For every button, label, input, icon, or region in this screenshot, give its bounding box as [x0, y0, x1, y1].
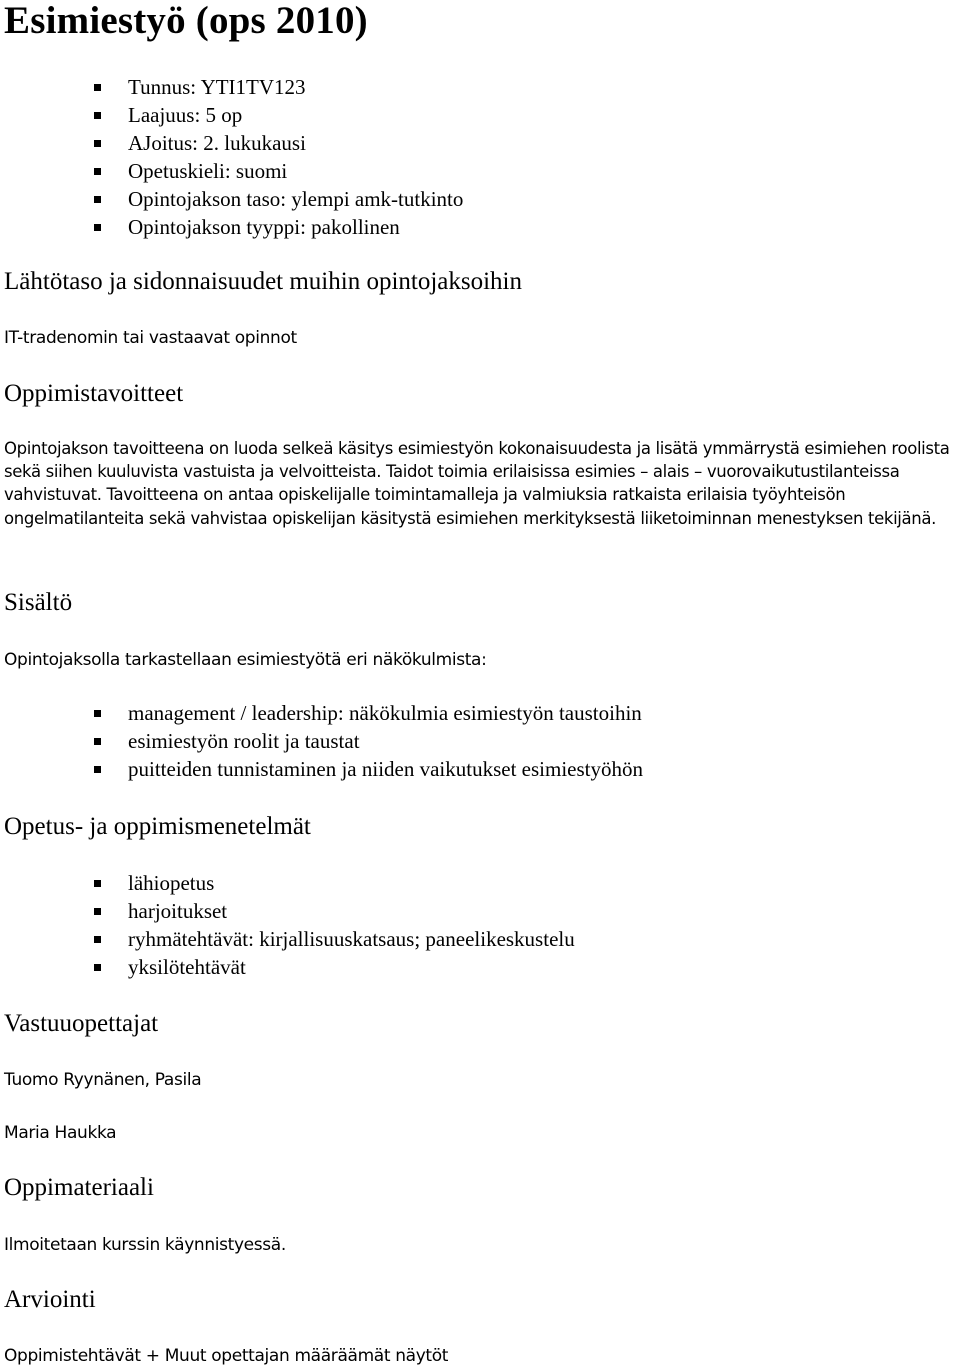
list-item: Opintojakson tyyppi: pakollinen — [92, 213, 463, 241]
list-item: Opintojakson taso: ylempi amk-tutkinto — [92, 185, 463, 213]
materials-heading: Oppimateriaali — [4, 1174, 154, 1201]
assessment-text: Oppimistehtävät + Muut opettajan määräämät näytöt — [4, 1346, 449, 1366]
list-item: harjoitukset — [92, 897, 575, 925]
square-bullet-icon — [94, 84, 101, 91]
objectives-text: Opintojakson tavoitteena on luoda selkeä käsitys esimiestyön kokonaisuudesta ja lisätä ymmärrystä esimiehen roolista sekä siihen kuuluvista vastuista ja velvoitteista. Taidot toimia erilaisissa esimies – alais – vuorovaikutustilanteissa vahvistuvat. Tavoitteena on antaa opiskelijalle toimintamalleja ja valmiuksia ratkaista erilaisia työyhteisön ongelmatilanteita sekä vahvistaa opiskelijan käsitystä esimiehen merkityksestä liiketoiminnan menestyksen tekijänä. — [4, 439, 950, 528]
list-item: esimiestyön roolit ja taustat — [92, 727, 643, 755]
list-item: AJoitus: 2. lukukausi — [92, 129, 463, 157]
methods-heading: Opetus- ja oppimismenetelmät — [4, 813, 311, 840]
square-bullet-icon — [94, 224, 101, 231]
square-bullet-icon — [94, 140, 101, 147]
content-intro: Opintojaksolla tarkastellaan esimiestyötä eri näkökulmista: — [4, 650, 487, 670]
square-bullet-icon — [94, 112, 101, 119]
square-bullet-icon — [94, 710, 101, 717]
list-item: ryhmätehtävät: kirjallisuuskatsaus; paneelikeskustelu — [92, 925, 575, 953]
course-meta-list — [92, 73, 463, 241]
content-heading: Sisältö — [4, 589, 73, 616]
square-bullet-icon — [94, 196, 101, 203]
square-bullet-icon — [94, 738, 101, 745]
materials-text: Ilmoitetaan kurssin käynnistyessä. — [4, 1235, 286, 1255]
list-item: lähiopetus — [92, 869, 575, 897]
objectives-heading: Oppimistavoitteet — [4, 380, 184, 407]
teacher-name: Tuomo Ryynänen, Pasila — [4, 1070, 202, 1090]
square-bullet-icon — [94, 936, 101, 943]
content-list — [92, 699, 643, 783]
list-item: Opetuskieli: suomi — [92, 157, 463, 185]
list-item: Laajuus: 5 op — [92, 101, 463, 129]
list-item: management / leadership: näkökulmia esimiestyön taustoihin — [92, 699, 643, 727]
square-bullet-icon — [94, 908, 101, 915]
teacher-name: Maria Haukka — [4, 1123, 117, 1143]
list-item: Tunnus: YTI1TV123 — [92, 73, 463, 101]
list-item: yksilötehtävät — [92, 953, 575, 981]
square-bullet-icon — [94, 766, 101, 773]
list-item: puitteiden tunnistaminen ja niiden vaikutukset esimiestyöhön — [92, 755, 643, 783]
methods-list — [92, 869, 575, 981]
page-title: Esimiestyö (ops 2010) — [4, 0, 368, 42]
square-bullet-icon — [94, 880, 101, 887]
assessment-heading: Arviointi — [4, 1286, 96, 1313]
square-bullet-icon — [94, 168, 101, 175]
teachers-heading: Vastuuopettajat — [4, 1010, 159, 1037]
prerequisites-text: IT-tradenomin tai vastaavat opinnot — [4, 328, 297, 348]
prerequisites-heading: Lähtötaso ja sidonnaisuudet muihin opintojaksoihin — [4, 268, 523, 295]
square-bullet-icon — [94, 964, 101, 971]
